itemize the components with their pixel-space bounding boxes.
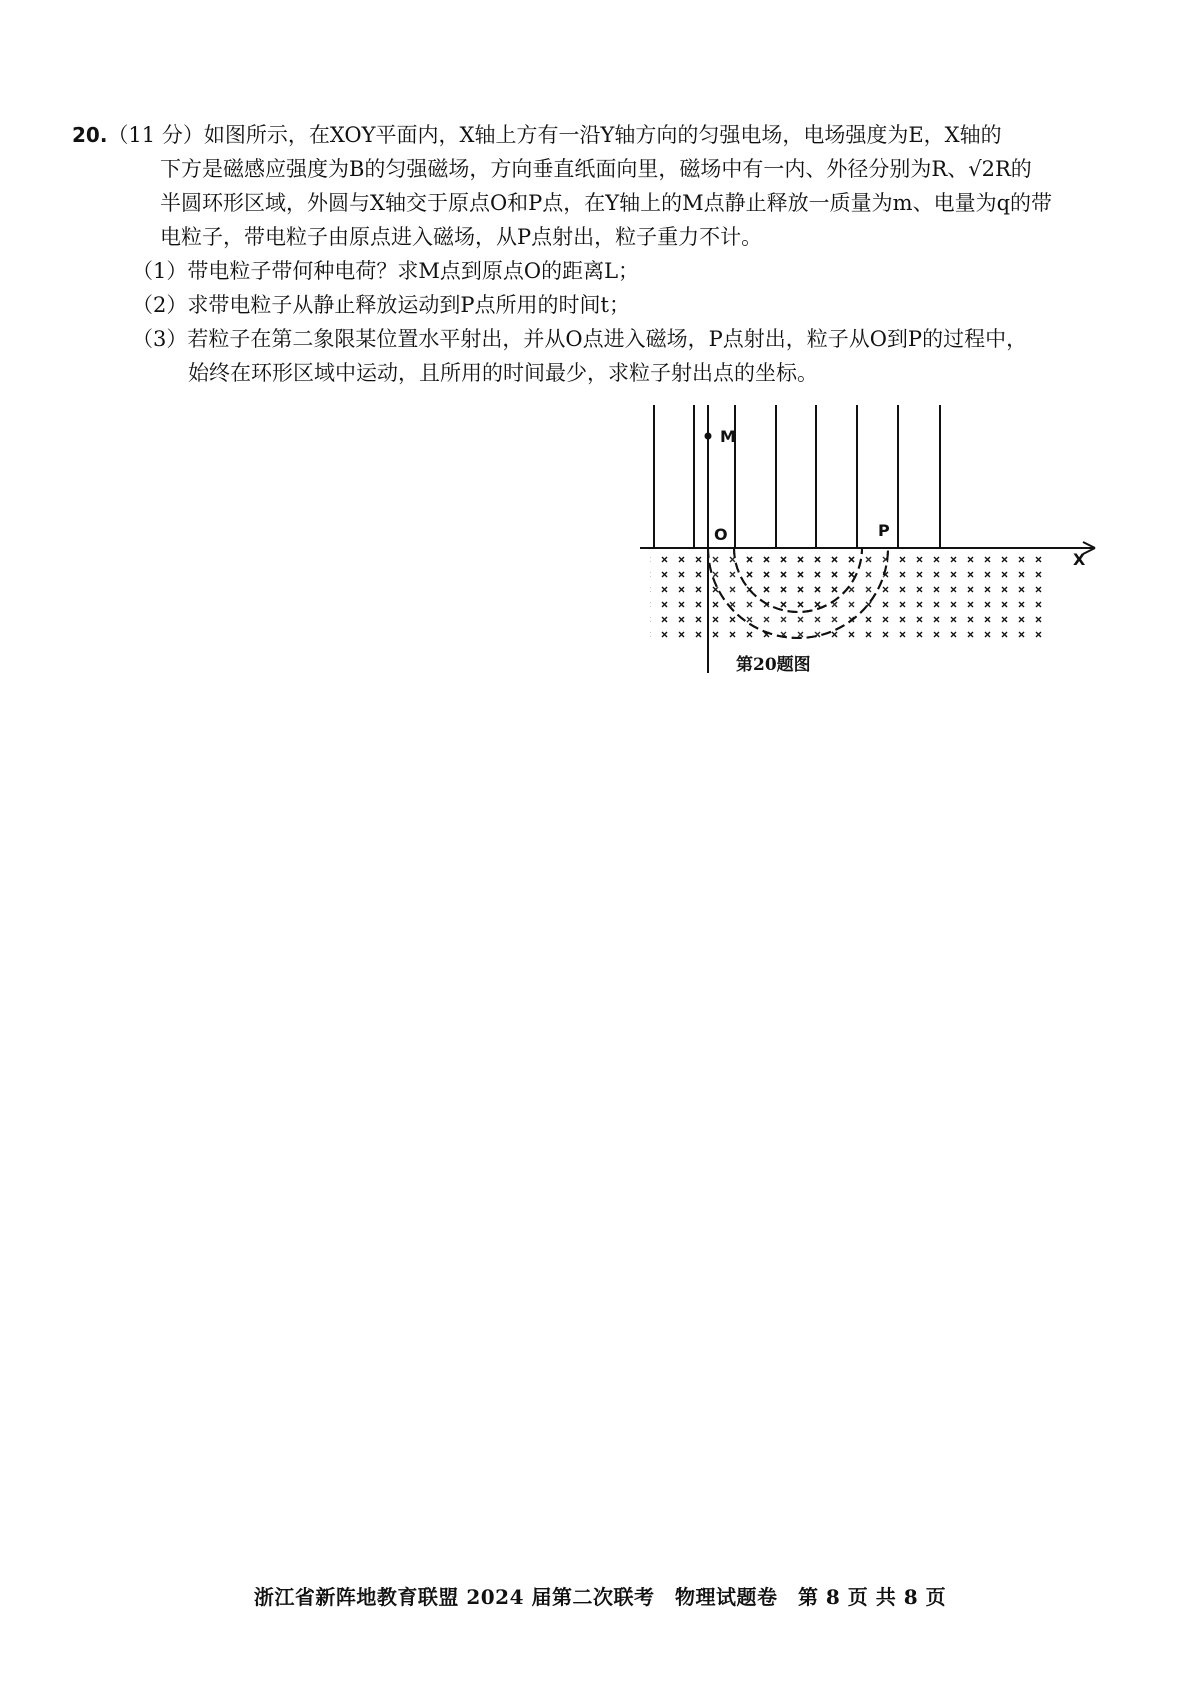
sub-question-3-continuation: 始终在环形区域中运动，且所用的时间最少，求粒子射出点的坐标。 [188, 361, 818, 385]
page-footer: 浙江省新阵地教育联盟 2024 届第二次联考 物理试题卷 第 8 页 共 8 页 [253, 1585, 947, 1609]
question-20 [72, 118, 1092, 390]
electric-field-lines [640, 405, 940, 548]
question-number: 20. [72, 123, 108, 147]
sub-question-text: 求带电粒子从静止释放运动到P点所用的时间t； [187, 293, 630, 317]
question-line-2: 下方是磁感应强度为B的匀强磁场，方向垂直纸面向里，磁场中有一内、外径分别为R、√2R的 [160, 157, 1032, 181]
point-label-m: M [720, 427, 736, 446]
axis-label-x: X [1073, 550, 1086, 569]
question-text-1: 如图所示，在XOY平面内，X轴上方有一沿Y轴方向的匀强电场，电场强度为E，X轴的 [203, 123, 1002, 147]
sub-question-1 [72, 254, 1092, 288]
question-points: （11 分） [107, 123, 204, 147]
sub-question-text: 带电粒子带何种电荷？求M点到原点O的距离L； [187, 259, 640, 283]
sub-question-label: （3） [132, 327, 188, 351]
physics-diagram [640, 405, 1110, 735]
sub-question-text: 若粒子在第二象限某位置水平射出，并从O点进入磁场，P点射出，粒子从O到P的过程中， [187, 327, 1028, 351]
question-line-3: 半圆环形区域，外圆与X轴交于原点O和P点，在Y轴上的M点静止释放一质量为m、电量为q的带 [160, 191, 1053, 215]
question-line-1 [72, 118, 1092, 152]
sub-question-label: （1） [132, 259, 188, 283]
sub-question-2 [72, 288, 1092, 322]
point-m-dot [705, 433, 712, 440]
sub-question-3 [72, 322, 1092, 356]
figure-caption: 第20题图 [736, 655, 811, 675]
point-label-o: O [714, 525, 728, 544]
sub-question-label: （2） [132, 293, 188, 317]
question-line-4: 电粒子，带电粒子由原点进入磁场，从P点射出，粒子重力不计。 [160, 225, 763, 249]
field-diagram-svg [640, 405, 1110, 735]
point-label-p: P [878, 521, 890, 540]
